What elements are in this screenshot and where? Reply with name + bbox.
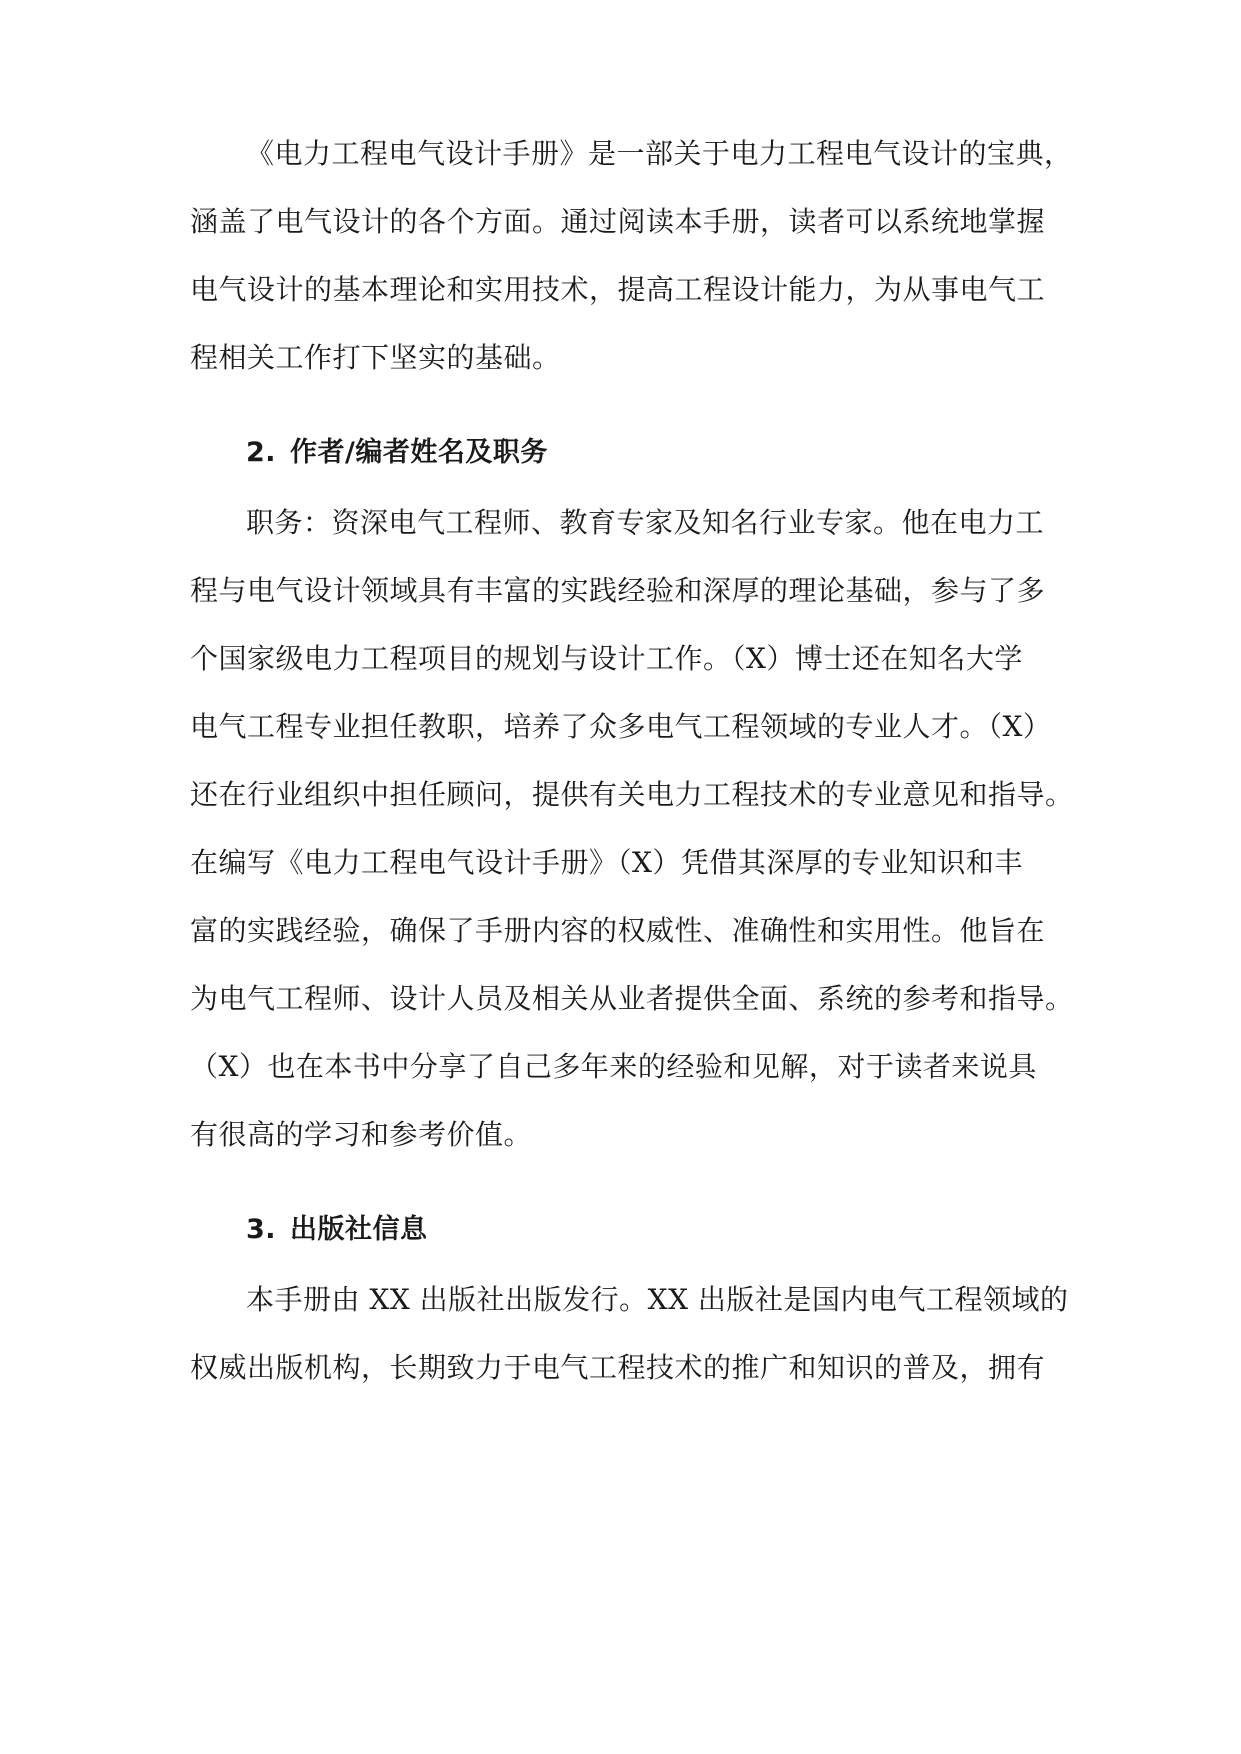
section-2-line: 电气工程专业担任教职，培养了众多电气工程领域的专业人才。（X） <box>190 710 1052 743</box>
intro-line: 《电力工程电气设计手册》是一部关于电力工程电气设计的宝典， <box>246 137 1073 170</box>
section-2-line: 还在行业组织中担任顾问，提供有关电力工程技术的专业意见和指导。 <box>190 778 1074 811</box>
section-3-heading <box>246 1210 1126 1250</box>
section-2-title: 作者/编者姓名及职务 <box>290 437 548 468</box>
section-2-number: 2. <box>246 437 277 468</box>
section-2-line: 有很高的学习和参考价值。 <box>190 1118 533 1151</box>
section-2-line: （X）也在本书中分享了自己多年来的经验和见解，对于读者来说具 <box>190 1050 1037 1083</box>
section-2-line: 个国家级电力工程项目的规划与设计工作。（X）博士还在知名大学 <box>190 642 1023 675</box>
intro-line: 电气设计的基本理论和实用技术，提高工程设计能力，为从事电气工 <box>190 273 1046 306</box>
section-2-heading <box>246 433 1126 473</box>
section-2-line: 职务：资深电气工程师、教育专家及知名行业专家。他在电力工 <box>246 506 1045 539</box>
section-3-line: 本手册由 XX 出版社出版发行。XX 出版社是国内电气工程领域的 <box>246 1283 1069 1316</box>
section-2-line: 为电气工程师、设计人员及相关从业者提供全面、系统的参考和指导。 <box>190 982 1074 1015</box>
section-2-line: 富的实践经验，确保了手册内容的权威性、准确性和实用性。他旨在 <box>190 914 1046 947</box>
section-3-title: 出版社信息 <box>290 1214 428 1245</box>
section-2-line: 在编写《电力工程电气设计手册》（X）凭借其深厚的专业知识和丰 <box>190 846 1023 879</box>
section-2-line: 程与电气设计领域具有丰富的实践经验和深厚的理论基础，参与了多 <box>190 574 1046 607</box>
section-3-line: 权威出版机构，长期致力于电气工程技术的推广和知识的普及，拥有 <box>190 1351 1046 1384</box>
intro-line: 程相关工作打下坚实的基础。 <box>190 341 561 374</box>
section-3-number: 3. <box>246 1214 277 1245</box>
intro-line: 涵盖了电气设计的各个方面。通过阅读本手册，读者可以系统地掌握 <box>190 205 1046 238</box>
